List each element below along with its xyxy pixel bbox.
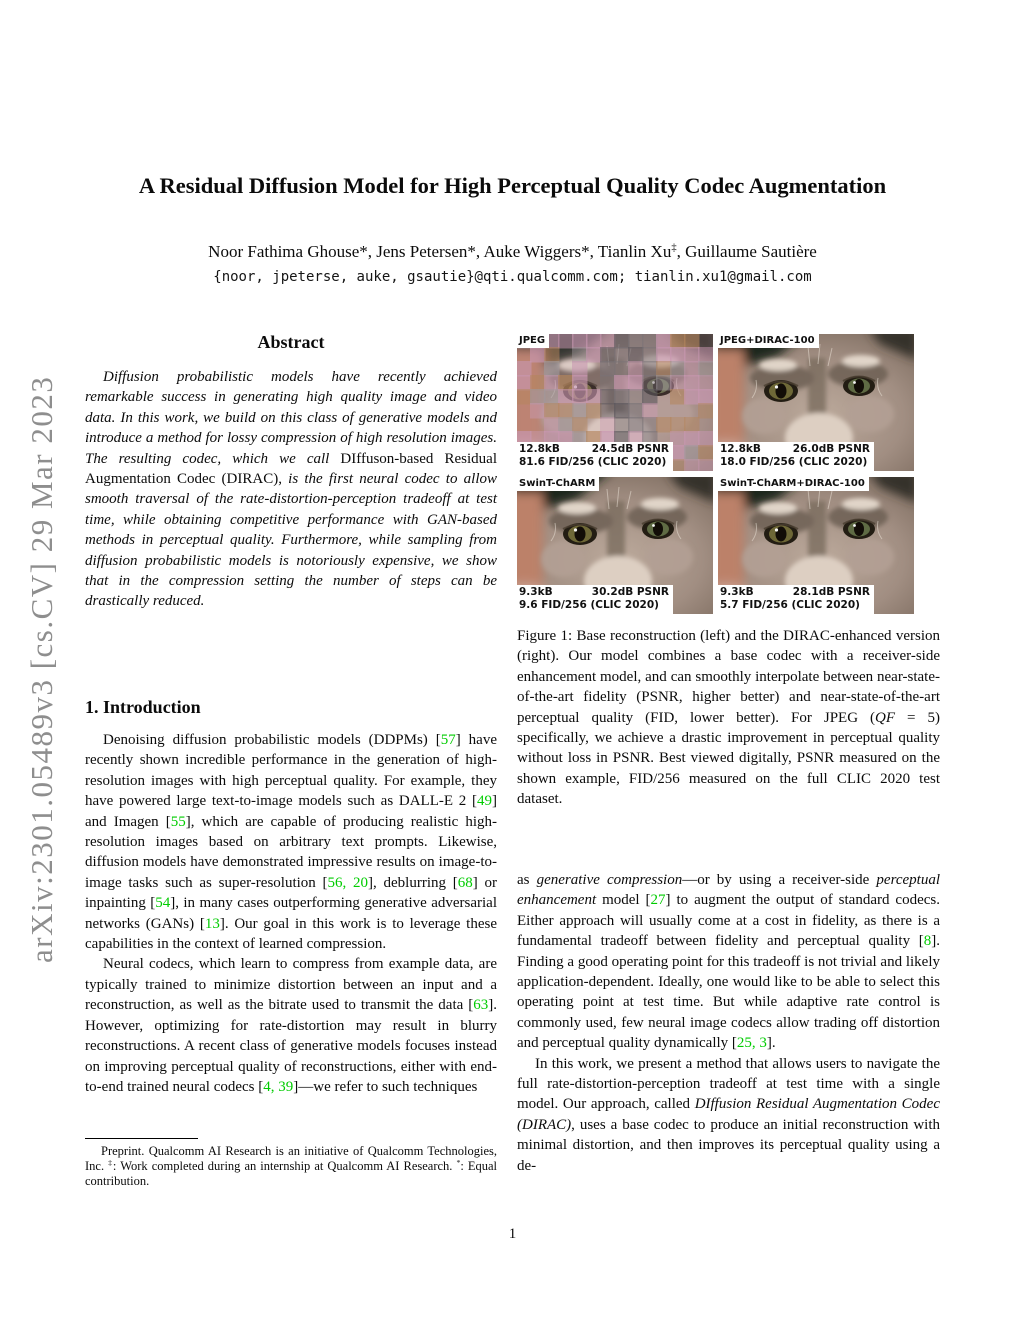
panel-stats	[718, 585, 874, 614]
panel-size: 12.8kB	[519, 443, 560, 455]
footnote-text: Preprint. Qualcomm AI Research is an initiative of Qualcomm Technologies, Inc. ‡: Work completed during an internship at Qualcomm AI Research. *: Equal contribution.	[85, 1144, 497, 1188]
panel-size: 12.8kB	[720, 443, 761, 455]
panel-fid: 9.6 FID/256 (CLIC 2020)	[519, 599, 659, 611]
page-number: 1	[508, 1226, 517, 1242]
intro-paragraph-2: Neural codecs, which learn to compress from example data, are typically trained to minimize distortion between an input and a reconstruction, as well as the bitrate used to transmit the data [63]. However, optimizing for rate-distortion may result in blurry reconstructions. A recent class of generative models focuses instead on improving perceptual quality of reconstructions, either with end-to-end trained neural codecs [4, 39]—we refer to such techniques	[85, 956, 497, 1095]
panel-psnr: 24.5dB PSNR	[591, 443, 669, 455]
panel-psnr: 26.0dB PSNR	[792, 443, 870, 455]
figure-caption: Figure 1: Base reconstruction (left) and the DIRAC-enhanced version (right). Our model combines a base codec with a receiver-side enhancement model, and can smoothly interpolate between near-state-of-the-art fidelity (PSNR, higher better) and near-state-of-the-art perceptual quality (FID, lower better). For JPEG (QF = 5) specifically, we achieve a drastic improvement in perceptual quality without loss in PSNR. Best viewed digitally, PSNR measured on the shown example, FID/256 measured on the full CLIC 2020 test dataset.	[517, 628, 940, 808]
panel-stats	[517, 442, 673, 471]
footnote-rule	[85, 1138, 198, 1139]
body-paragraph-dirac: In this work, we present a method that allows users to navigate the full rate-distortion-perception tradeoff at test time with a single model. Our approach, called DIffusion Residual Augmentation Codec (DIRAC), uses a base codec to produce an initial reconstruction with minimal distortion, and then improves its perceptual quality using a de-	[517, 1055, 940, 1174]
right-column-text	[517, 870, 940, 1176]
panel-fid: 18.0 FID/256 (CLIC 2020)	[720, 456, 868, 468]
figure-panel-swint-dirac	[718, 477, 914, 614]
panel-label: JPEG+DIRAC-100	[718, 334, 819, 348]
paper-title: A Residual Diffusion Model for High Perceptual Quality Codec Augmentation	[138, 173, 887, 198]
emails-line: {noor, jpeterse, auke, gsautie}@qti.qualcomm.com; tianlin.xu1@gmail.com	[213, 269, 812, 285]
abstract-heading: Abstract	[257, 332, 325, 352]
footnote	[85, 1138, 497, 1189]
panel-psnr: 30.2dB PSNR	[591, 586, 669, 598]
panel-stats	[718, 442, 874, 471]
panel-stats	[517, 585, 673, 614]
section-heading-introduction: 1. Introduction	[85, 697, 201, 717]
introduction-section	[85, 697, 497, 1097]
abstract-section	[85, 332, 497, 612]
figure-panel-jpeg	[517, 334, 713, 471]
panel-label: SwinT-ChARM	[517, 477, 599, 491]
panel-psnr: 28.1dB PSNR	[792, 586, 870, 598]
body-paragraph-continuation: as generative compression—or by using a receiver-side perceptual enhancement model [27] to augment the output of standard codecs. Either approach will usually come at a cost in fidelity, as there is a fundamental tradeoff between fidelity and perceptual quality [8]. Finding a good operating point for this tradeoff is not trivial and likely application-dependent. Ideally, one would like to be able to select this operating point at test time. But while adaptive rate control is commonly used, few neural image codecs allow trading off distortion and perceptual quality dynamically [25, 3].	[517, 872, 941, 1052]
arxiv-watermark: arXiv:2301.05489v3 [cs.CV] 29 Mar 2023	[24, 375, 59, 963]
abstract-text: Diffusion probabilistic models have recently achieved remarkable success in generating high quality image and video data. In this work, we build on this class of generative models and introduce a method for lossy compression of high resolution images. The resulting codec, which we call DIffuson-based Residual Augmentation Codec (DIRAC), is the first neural codec to allow smooth traversal of the rate-distortion-perception tradeoff at test time, while obtaining competitive performance with GAN-based methods in perceptual quality. Furthermore, while sampling from diffusion probabilistic models is notoriously expensive, we show that in the compression setting the number of steps can be drastically reduced.	[85, 369, 497, 610]
panel-size: 9.3kB	[519, 586, 553, 598]
intro-paragraph-1: Denoising diffusion probabilistic models (DDPMs) [57] have recently shown incredible performance in the generation of high-resolution images with high perceptual quality. For example, they have powered large text-to-image models such as DALL-E 2 [49] and Imagen [55], which are capable of producing realistic high-resolution images based on arbitrary text prompts. Likewise, diffusion models have demonstrated impressive results on image-to-image tasks such as super-resolution [56, 20], deblurring [68] or inpainting [54], in many cases outperforming generative adversarial networks (GANs) [13]. Our goal in this work is to leverage these capabilities in the context of learned compression.	[85, 732, 498, 953]
panel-label: JPEG	[517, 334, 549, 348]
figure-panel-swint	[517, 477, 713, 614]
panel-size: 9.3kB	[720, 586, 754, 598]
panel-fid: 81.6 FID/256 (CLIC 2020)	[519, 456, 667, 468]
panel-fid: 5.7 FID/256 (CLIC 2020)	[720, 599, 860, 611]
figure-panel-jpeg-dirac	[718, 334, 914, 471]
panel-label: SwinT-ChARM+DIRAC-100	[718, 477, 869, 491]
authors-line: Noor Fathima Ghouse*, Jens Petersen*, Auke Wiggers*, Tianlin Xu‡, Guillaume Sautière	[208, 242, 817, 261]
figure-1-grid	[517, 334, 914, 614]
